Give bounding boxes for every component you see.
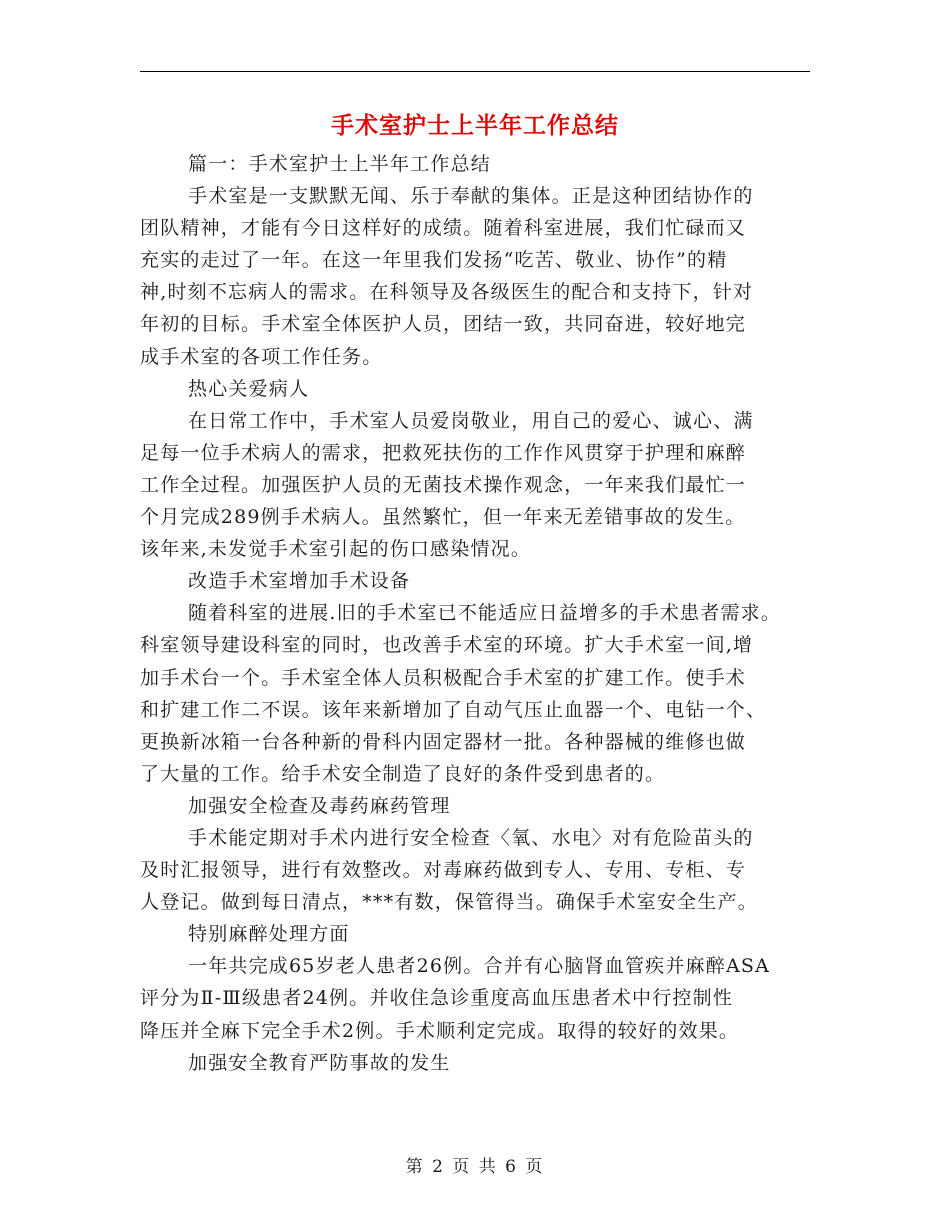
text-line: 团队精神，才能有今日这样好的成绩。随着科室进展，我们忙碌而又 <box>140 217 747 240</box>
text-line: 科室领导建设科室的同时，也改善手术室的环境。扩大手术室一间,增 <box>140 634 754 657</box>
text-line: 热心关爱病人 <box>188 377 310 400</box>
text-line: 篇一：手术室护士上半年工作总结 <box>188 153 492 175</box>
text-line: 随着科室的进展.旧的手术室已不能适应日益增多的手术患者需求。 <box>188 602 782 625</box>
text-line: 一年共完成65岁老人患者26例。合并有心脑肾血管疾并麻醉ASA <box>188 955 771 978</box>
text-line: 加手术台一个。手术室全体人员积极配合手术室的扩建工作。使手术 <box>140 666 747 689</box>
text-line: 评分为Ⅱ-Ⅲ级患者24例。并收住急诊重度高血压患者术中行控制性 <box>140 987 734 1010</box>
document-title: 手术室护士上半年工作总结 <box>331 112 619 139</box>
text-line: 更换新冰箱一台各种新的骨科内固定器材一批。各种器械的维修也做 <box>140 730 747 753</box>
text-line: 加强安全检查及毒药麻药管理 <box>188 794 451 817</box>
text-line: 在日常工作中，手术室人员爱岗敬业，用自己的爱心、诚心、满 <box>188 409 754 432</box>
text-line: 工作全过程。加强医护人员的无菌技术操作观念，一年来我们最忙一 <box>140 473 747 496</box>
text-line: 人登记。做到每日清点，***有数，保管得当。确保手术室安全生产。 <box>140 891 758 914</box>
text-line: 手术室是一支默默无闻、乐于奉献的集体。正是这种团结协作的 <box>188 185 754 208</box>
text-line: 和扩建工作二不误。该年来新增加了自动气压止血器一个、电钻一个、 <box>140 698 767 721</box>
document-body <box>140 148 830 1079</box>
text-line: 个月完成289例手术病人。虽然繁忙，但一年来无差错事故的发生。 <box>140 506 746 529</box>
text-line: 了大量的工作。给手术安全制造了良好的条件受到患者的。 <box>140 762 666 785</box>
text-line: 降压并全麻下完全手术2例。手术顺利定完成。取得的较好的效果。 <box>140 1019 740 1042</box>
text-line: 年初的目标。手术室全体医护人员，团结一致，共同奋进，较好地完 <box>140 313 747 336</box>
text-line: 手术能定期对手术内进行安全检查〈氧、水电〉对有危险苗头的 <box>188 826 754 849</box>
text-line: 神,时刻不忘病人的需求。在科领导及各级医生的配合和支持下，针对 <box>140 281 754 304</box>
text-line: 加强安全教育严防事故的发生 <box>188 1051 451 1074</box>
text-line: 成手术室的各项工作任务。 <box>140 345 383 368</box>
text-line: 特别麻醉处理方面 <box>188 923 350 946</box>
text-line: 充实的走过了一年。在这一年里我们发扬“吃苦、敬业、协作”的精 <box>140 249 728 272</box>
text-line: 足每一位手术病人的需求，把救死扶伤的工作作风贯穿于护理和麻醉 <box>140 441 747 464</box>
text-line: 改造手术室增加手术设备 <box>188 570 411 593</box>
header-rule <box>140 71 810 72</box>
text-line: 该年来,未发觉手术室引起的伤口感染情况。 <box>140 538 532 561</box>
text-line: 及时汇报领导，进行有效整改。对毒麻药做到专人、专用、专柜、专 <box>140 859 747 882</box>
page-number: 第 2 页 共 6 页 <box>405 1157 545 1177</box>
